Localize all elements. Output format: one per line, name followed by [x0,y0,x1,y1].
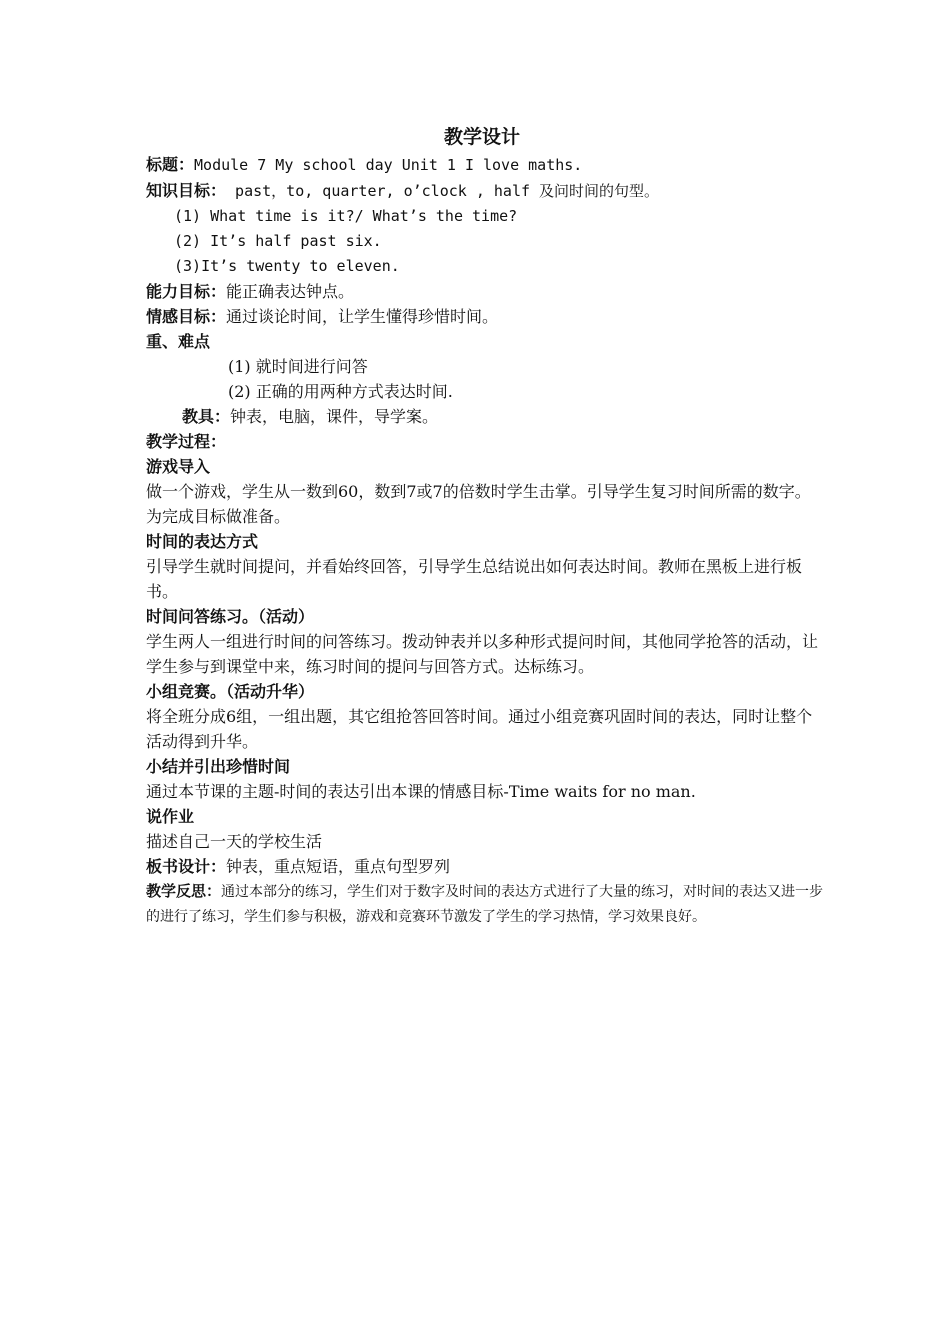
section-body: 将全班分成6组，一组出题，其它组抢答回答时间。通过小组竞赛巩固时间的表达，同时让整个活动得到升华。 [146,707,813,751]
knowledge-label: 知识目标： [146,181,227,200]
topic-line [146,152,826,178]
section-heading: 时间的表达方式 [146,532,259,551]
section-heading: 小结并引出珍惜时间 [146,757,291,776]
key-points-heading: 重、难点 [146,332,211,351]
tools-line [146,404,826,429]
key-point-item: (1) 就时间进行问答 [228,357,368,376]
topic-text: Module 7 My school day Unit 1 I love maths. [194,156,583,174]
reflection-label: 教学反思： [146,882,222,900]
section-body: 做一个游戏，学生从一数到60，数到7或7的倍数时学生击掌。引导学生复习时间所需的数字。为完成目标做准备。 [146,482,811,526]
knowledge-item: (2) It’s half past six. [174,232,382,250]
knowledge-line [146,178,826,204]
reflection-paragraph [146,879,826,930]
knowledge-text: past，to, quarter, o’clock , half 及问时间的句型。 [226,182,660,200]
ability-label: 能力目标： [146,282,227,301]
tools-text: 钟表，电脑，课件，导学案。 [230,407,439,426]
board-text: 钟表，重点短语，重点句型罗列 [226,857,451,876]
section-heading: 说作业 [146,807,195,826]
document-title: 教学设计 [443,126,520,148]
tools-label: 教具： [182,407,231,426]
section-body: 描述自己一天的学校生活 [146,832,323,851]
emotion-text: 通过谈论时间，让学生懂得珍惜时间。 [226,307,499,326]
key-point-item: (2) 正确的用两种方式表达时间. [228,382,453,401]
section-body: 学生两人一组进行时间的问答练习。拨动钟表并以多种形式提问时间，其他同学抢答的活动，让学生参与到课堂中来，练习时间的提问与回答方式。达标练习。 [146,632,819,676]
knowledge-item: (1) What time is it?/ What’s the time? [174,207,518,225]
ability-line [146,279,826,304]
topic-label: 标题： [146,155,195,174]
document-page [146,122,826,930]
board-label: 板书设计： [146,857,227,876]
board-line [146,854,826,879]
emotion-label: 情感目标： [146,307,227,326]
section-body: 通过本节课的主题-时间的表达引出本课的情感目标-Time waits for no man. [146,782,696,801]
section-heading: 时间问答练习。（活动） [146,607,315,626]
ability-text: 能正确表达钟点。 [226,282,355,301]
section-heading: 游戏导入 [146,457,211,476]
section-heading: 小组竞赛。（活动升华） [146,682,315,701]
reflection-text: 通过本部分的练习，学生们对于数字及时间的表达方式进行了大量的练习，对时间的表达又进一步的进行了练习，学生们参与积极，游戏和竞赛环节激发了学生的学习热情，学习效果良好。 [146,884,824,925]
knowledge-item: (3)It’s twenty to eleven. [174,257,400,275]
process-heading: 教学过程： [146,432,227,451]
section-body: 引导学生就时间提问，并看始终回答，引导学生总结说出如何表达时间。教师在黑板上进行板书。 [146,557,803,601]
emotion-line [146,304,826,329]
